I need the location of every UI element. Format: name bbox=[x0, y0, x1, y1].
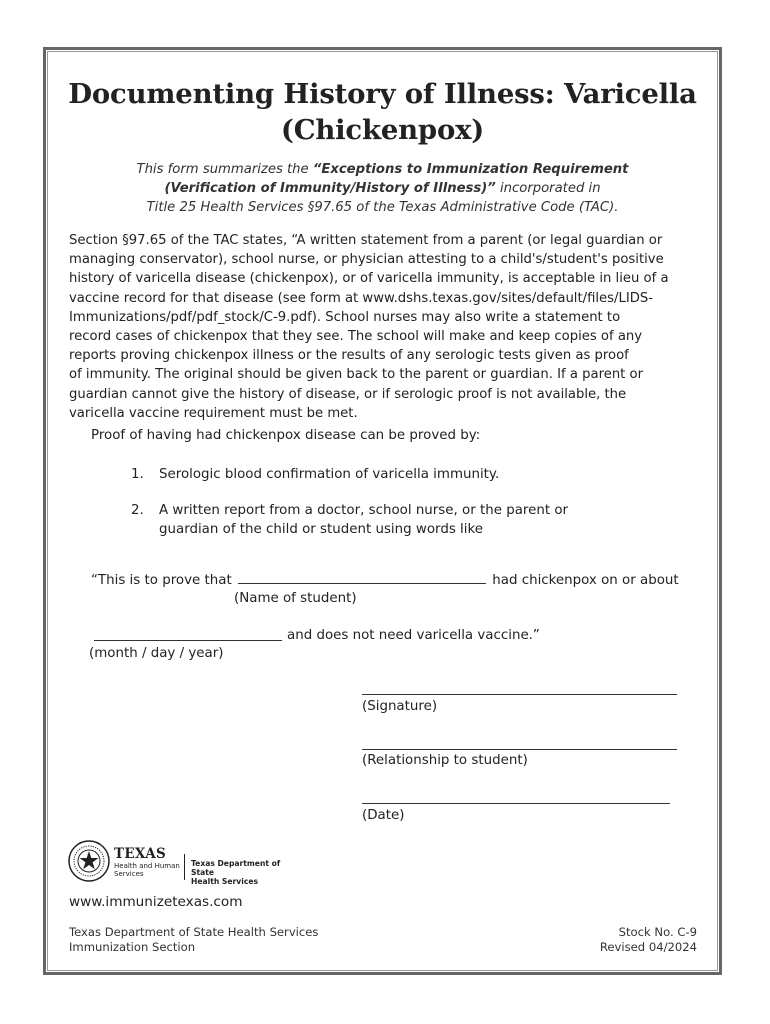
footer-revised: Revised 04/2024 bbox=[599, 940, 697, 954]
title-line-1: Documenting History of Illness: Varicella bbox=[68, 78, 697, 110]
logo-dshs bbox=[191, 859, 298, 886]
date-blank[interactable] bbox=[94, 640, 282, 641]
list-text: Serologic blood confirmation of varicella immunity. bbox=[159, 467, 500, 482]
texas-seal-icon bbox=[68, 840, 110, 882]
body-line: Section §97.65 of the TAC states, “A written statement from a parent (or legal guardian or bbox=[69, 233, 663, 248]
agency-logo bbox=[68, 840, 298, 886]
list-number: 1. bbox=[131, 467, 144, 482]
website-link[interactable]: www.immunizetexas.com bbox=[69, 894, 243, 910]
proof-statement bbox=[91, 573, 679, 588]
statement-part-3: and does not need varicella vaccine.” bbox=[287, 628, 540, 643]
intro-bold-2: (Verification of Immunity/History of Illness)” bbox=[164, 181, 496, 196]
statement-part-1: “This is to prove that bbox=[91, 573, 232, 588]
list-text-line: guardian of the child or student using words like bbox=[159, 522, 484, 537]
body-line: guardian cannot give the history of disease, or if serologic proof is not available, the bbox=[69, 386, 627, 402]
proof-heading: Proof of having had chickenpox disease can be proved by: bbox=[91, 428, 481, 443]
logo-hhs bbox=[114, 862, 180, 878]
signature-caption: (Signature) bbox=[362, 699, 438, 714]
date-signed-caption: (Date) bbox=[362, 808, 405, 823]
body-line: managing conservator), school nurse, or physician attesting to a child's/student's positive bbox=[69, 252, 664, 268]
relationship-caption: (Relationship to student) bbox=[362, 753, 528, 768]
list-text-line: A written report from a doctor, school nurse, or the parent or bbox=[159, 503, 569, 518]
list-text bbox=[159, 501, 579, 539]
page-title bbox=[50, 76, 715, 148]
body-line: Immunizations/pdf/pdf_stock/C-9.pdf). School nurses may also write a statement to bbox=[69, 309, 621, 325]
footer-section: Immunization Section bbox=[69, 940, 196, 954]
title-line-2: (Chickenpox) bbox=[280, 114, 485, 146]
intro-pre: This form summarizes the bbox=[136, 162, 313, 177]
list-item bbox=[131, 501, 591, 541]
logo-hhs-line-1: Health and Human bbox=[114, 862, 180, 870]
intro-summary bbox=[70, 160, 695, 217]
relationship-line[interactable] bbox=[362, 749, 677, 750]
body-line: reports proving chickenpox illness or the results of any serologic tests given as proof bbox=[69, 348, 629, 364]
intro-bold-1: “Exceptions to Immunization Requirement bbox=[312, 162, 629, 177]
body-line: history of varicella disease (chickenpox), or of varicella immunity, is acceptable in lieu of a bbox=[69, 271, 669, 287]
date-signed-line[interactable] bbox=[362, 803, 670, 804]
student-name-blank[interactable] bbox=[238, 582, 486, 584]
logo-dshs-line-1: Texas Department of State bbox=[191, 859, 281, 877]
body-line: of immunity. The original should be given back to the parent or guardian. If a parent or bbox=[69, 367, 644, 383]
tac-section-paragraph bbox=[69, 231, 701, 423]
intro-post: incorporated in bbox=[495, 181, 601, 196]
body-line: varicella vaccine requirement must be met. bbox=[69, 405, 358, 421]
footer-stock-no: Stock No. C-9 bbox=[618, 925, 697, 939]
footer-stock bbox=[560, 925, 697, 955]
body-line: record cases of chickenpox that they see. The school will make and keep copies of any bbox=[69, 329, 643, 345]
name-caption: (Name of student) bbox=[234, 591, 357, 606]
list-number: 2. bbox=[131, 503, 144, 518]
intro-line-3: Title 25 Health Services §97.65 of the Texas Administrative Code (TAC). bbox=[146, 200, 619, 215]
footer-org-name: Texas Department of State Health Services bbox=[69, 925, 319, 939]
date-caption: (month / day / year) bbox=[89, 646, 224, 661]
logo-texas: TEXAS bbox=[114, 846, 167, 862]
body-line: vaccine record for that disease (see form at www.dshs.texas.gov/sites/default/files/LIDS- bbox=[69, 290, 654, 306]
footer-org bbox=[69, 925, 318, 955]
logo-hhs-line-2: Services bbox=[114, 870, 144, 878]
logo-divider bbox=[184, 854, 185, 880]
signature-line[interactable] bbox=[362, 694, 677, 695]
statement-part-2: had chickenpox on or about bbox=[492, 573, 679, 588]
logo-dshs-line-2: Health Services bbox=[191, 877, 259, 886]
